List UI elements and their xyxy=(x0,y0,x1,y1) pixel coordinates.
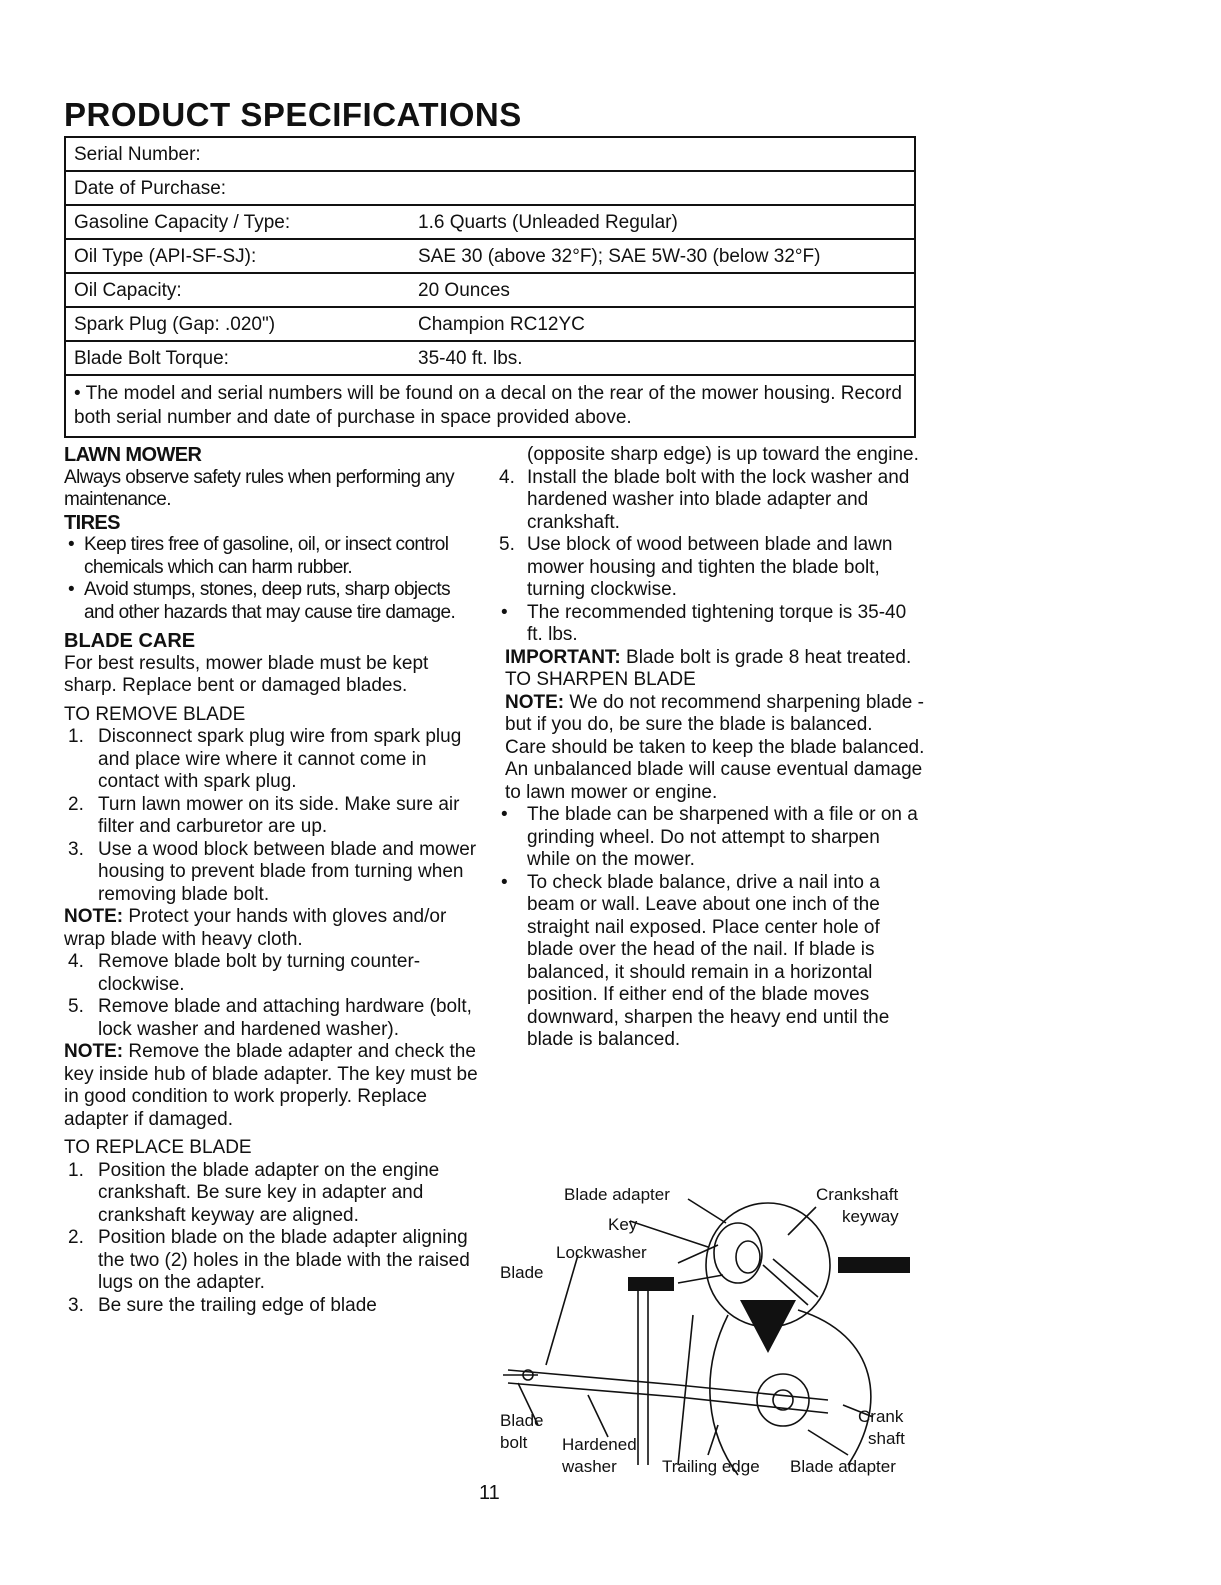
important-note: IMPORTANT: Blade bolt is grade 8 heat treated. xyxy=(505,646,912,668)
lawn-mower-text: Always observe safety rules when performing any maintenance. xyxy=(64,466,454,510)
spec-label: Blade Bolt Torque: xyxy=(65,341,410,375)
spec-row xyxy=(65,239,915,273)
blade-care-heading: BLADE CARE xyxy=(64,630,196,652)
key-label: Key xyxy=(608,1215,638,1234)
lockwasher-label: Lockwasher xyxy=(556,1243,647,1262)
note-gloves: NOTE: Protect your hands with gloves and/or wrap blade with heavy cloth. xyxy=(64,906,447,950)
tires-bullet: • Keep tires free of gasoline, oil, or insect control chemicals which can harm rubber. xyxy=(68,534,449,578)
spec-note-row xyxy=(65,375,915,437)
blade-label: Blade xyxy=(500,1263,544,1282)
list-item: 1. Position the blade adapter on the engine crankshaft. Be sure key in adapter and crankshaft keyway are aligned. xyxy=(68,1159,440,1226)
left-column xyxy=(64,444,484,1317)
note-adapter: NOTE: Remove the blade adapter and check the key inside hub of blade adapter. The key must be in good condition to work properly. Replace adapter if damaged. xyxy=(64,1041,478,1130)
spec-row xyxy=(65,341,915,375)
crankshaft-label: Crank xyxy=(858,1407,904,1426)
spec-value: 20 Ounces xyxy=(410,273,915,307)
list-item: 3. Use a wood block between blade and mower housing to prevent blade from turning when removing blade bolt. xyxy=(68,838,477,905)
spec-label: Serial Number: xyxy=(65,137,410,171)
blade-assembly-diagram xyxy=(498,1185,918,1485)
blade-bolt-label-2: bolt xyxy=(500,1433,528,1452)
replace-steps xyxy=(64,1160,484,1318)
sharpen-blade-heading: TO SHARPEN BLADE xyxy=(505,669,696,690)
spec-label: Date of Purchase: xyxy=(65,171,410,205)
tires-list xyxy=(64,534,484,624)
spec-value: Champion RC12YC xyxy=(410,307,915,341)
page-number: 11 xyxy=(479,1482,500,1504)
hardened-washer-label: Hardened xyxy=(562,1435,637,1454)
continued-text: (opposite sharp edge) is up toward the engine. xyxy=(527,444,919,465)
blade-assembly-drawing xyxy=(498,1185,918,1485)
list-item: 2. Position blade on the blade adapter aligning the two (2) holes in the blade with the raised lugs on the adapter. xyxy=(68,1227,470,1293)
spec-value: 35-40 ft. lbs. xyxy=(410,341,915,375)
spec-row xyxy=(65,205,915,239)
list-item: 4. Install the blade bolt with the lock washer and hardened washer into blade adapter and crankshaft. xyxy=(499,466,910,533)
balance-bullet: • To check blade balance, drive a nail into a beam or wall. Leave about one inch of the straight nail exposed. Place center hole of blade over the head of the nail. If blade is balanced, it should remain in a horizontal position. If either end of the blade moves downward, sharpen the heavy end until the blade is balanced. xyxy=(501,871,890,1050)
blade-bolt-label: Blade xyxy=(500,1411,544,1430)
hardened-washer-label-2: washer xyxy=(562,1457,617,1476)
list-item: 3. Be sure the trailing edge of blade xyxy=(68,1294,377,1316)
list-item: 1. Disconnect spark plug wire from spark plug and place wire where it cannot come in contact with spark plug. xyxy=(68,726,462,792)
remove-steps-a xyxy=(64,726,484,906)
spec-label: Oil Type (API-SF-SJ): xyxy=(65,239,410,273)
lawn-mower-heading: LAWN MOWER xyxy=(64,444,202,466)
spec-note-text: The model and serial numbers will be found on a decal on the rear of the mower housing. Record both serial number and date of purchase in space provided above. xyxy=(74,383,902,428)
spec-note xyxy=(65,375,915,437)
bullet-icon: • xyxy=(74,383,86,404)
list-item: 2. Turn lawn mower on its side. Make sure air filter and carburetor are up. xyxy=(68,793,460,837)
spec-value: 1.6 Quarts (Unleaded Regular) xyxy=(410,205,915,239)
spec-label: Gasoline Capacity / Type: xyxy=(65,205,410,239)
list-item: 4. Remove blade bolt by turning counter-clockwise. xyxy=(68,951,421,995)
blade-adapter-label: Blade adapter xyxy=(564,1185,670,1204)
torque-bullet: • The recommended tightening torque is 35-40 ft. lbs. xyxy=(501,601,907,645)
list-item: 5. Remove blade and attaching hardware (bolt, lock washer and hardened washer). xyxy=(68,996,472,1040)
spec-label: Oil Capacity: xyxy=(65,273,410,307)
page-title: PRODUCT SPECIFICATIONS xyxy=(64,96,522,133)
crankshaft-keyway-label-2: keyway xyxy=(842,1207,899,1226)
spec-value xyxy=(410,171,915,205)
blade-care-text: For best results, mower blade must be kept sharp. Replace bent or damaged blades. xyxy=(64,652,429,696)
care-text: Care should be taken to keep the blade balanced. An unbalanced blade will cause eventual damage to lawn mower or engine. xyxy=(505,736,925,803)
tires-bullet: • Avoid stumps, stones, deep ruts, sharp objects and other hazards that may cause tire damage. xyxy=(68,579,456,623)
spec-row xyxy=(65,273,915,307)
replace-blade-heading: TO REPLACE BLADE xyxy=(64,1137,252,1158)
remove-blade-heading: TO REMOVE BLADE xyxy=(64,703,246,725)
spec-label: Spark Plug (Gap: .020") xyxy=(65,307,410,341)
spec-value: SAE 30 (above 32°F); SAE 5W-30 (below 32°F) xyxy=(410,239,915,273)
spec-row xyxy=(65,137,915,171)
trailing-edge-label: Trailing edge xyxy=(662,1457,760,1476)
remove-steps-b xyxy=(64,951,484,1041)
right-column xyxy=(499,444,925,1052)
sharpen-note: NOTE: We do not recommend sharpening blade - but if you do, be sure the blade is balanced. xyxy=(505,691,924,735)
spec-row xyxy=(65,307,915,341)
blade-adapter-bottom-label: Blade adapter xyxy=(790,1457,896,1476)
crankshaft-label-2: shaft xyxy=(868,1429,905,1448)
spec-value xyxy=(410,137,915,171)
crankshaft-keyway-label: Crankshaft xyxy=(816,1185,899,1204)
specifications-table xyxy=(64,136,916,438)
spec-row xyxy=(65,171,915,205)
list-item: 5. Use block of wood between blade and lawn mower housing and tighten the blade bolt, turning clockwise. xyxy=(499,534,893,600)
sharpen-bullet: • The blade can be sharpened with a file or on a grinding wheel. Do not attempt to sharpen while on the mower. xyxy=(501,804,918,870)
tires-heading: TIRES xyxy=(64,511,120,534)
